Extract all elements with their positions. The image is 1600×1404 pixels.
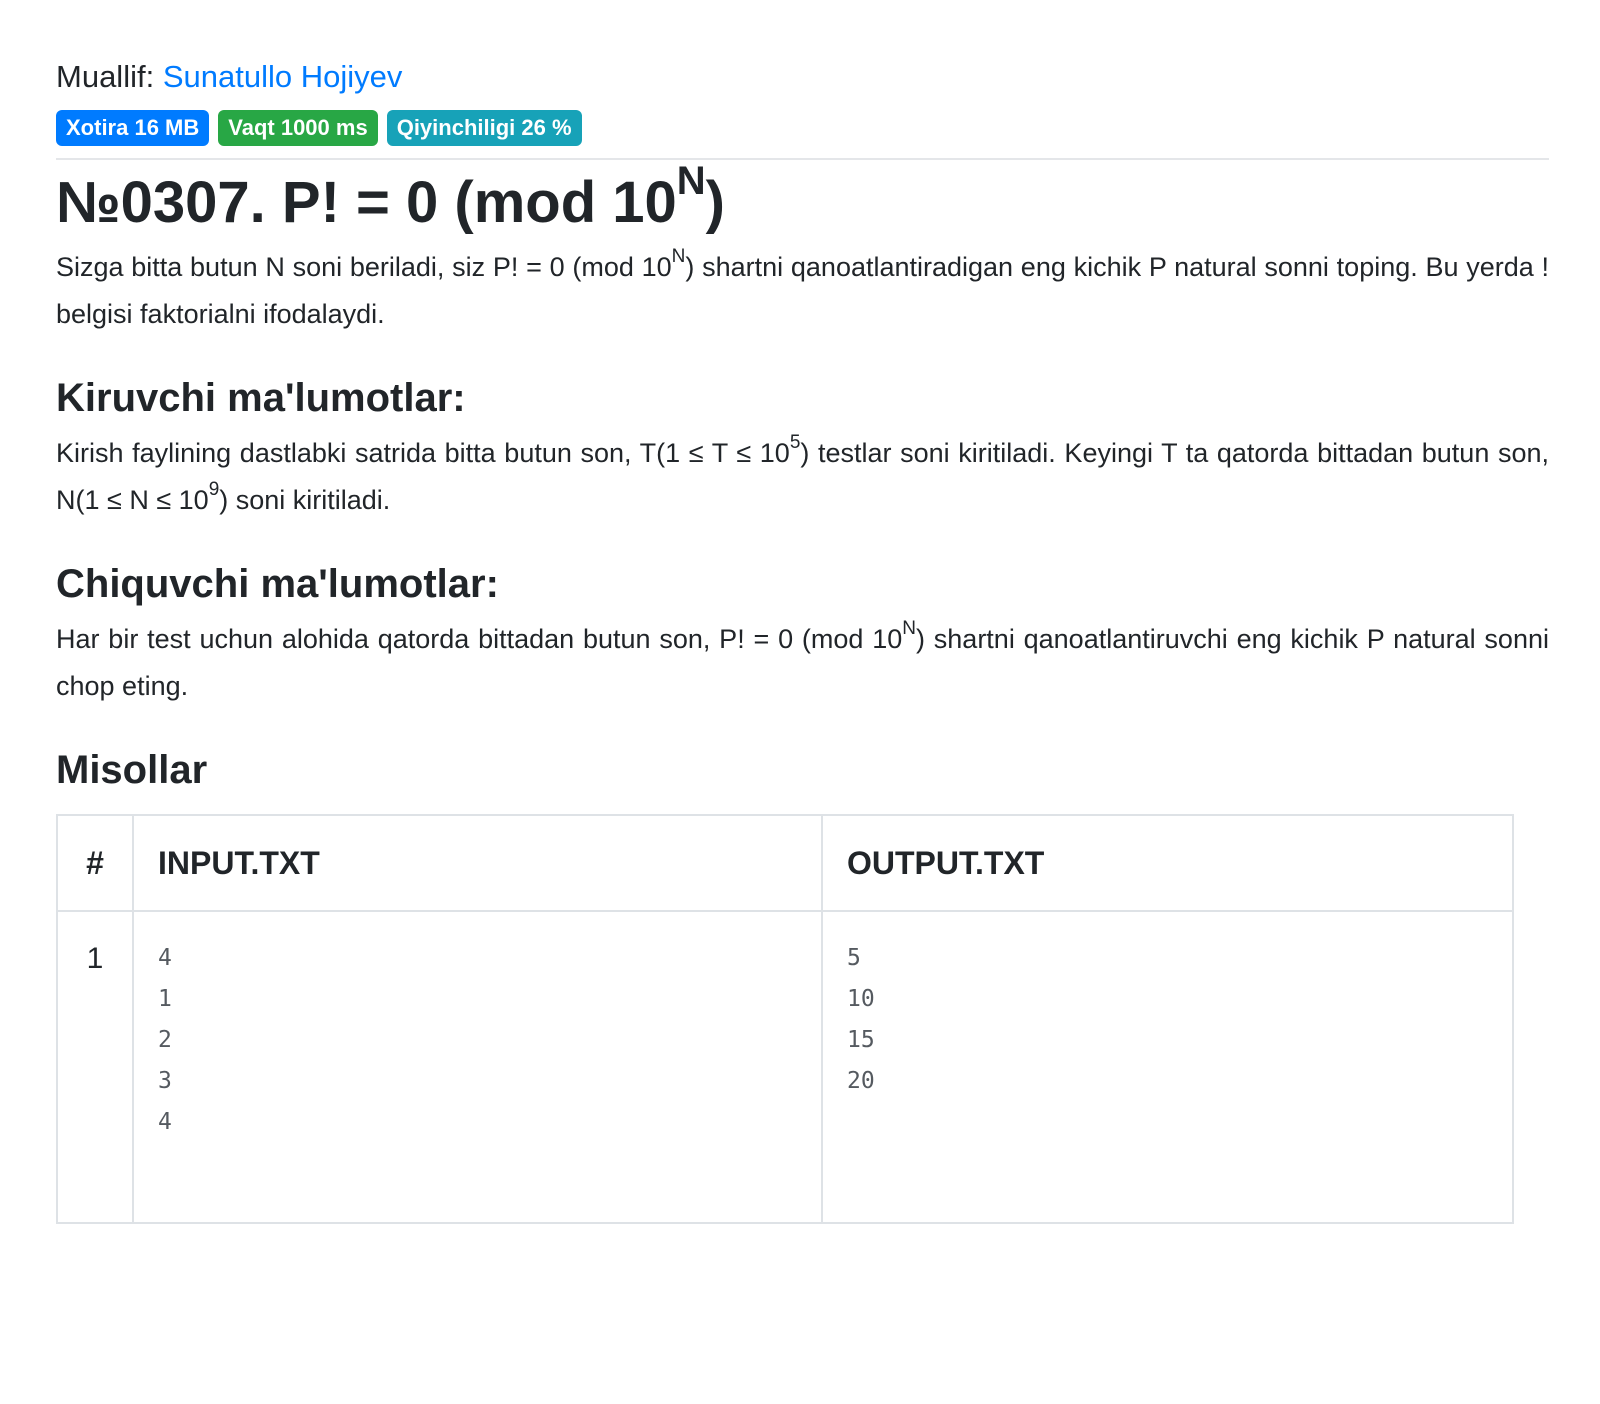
problem-title-close: ) xyxy=(705,170,725,235)
problem-page xyxy=(56,56,1549,1224)
statement-exponent: N xyxy=(671,246,686,267)
statement-part: Sizga bitta butun N soni beriladi, siz P! = 0 (mod 10 xyxy=(56,252,672,282)
badge-group xyxy=(56,110,1549,146)
examples-header-row xyxy=(57,815,1513,911)
input-description-part: Kirish faylining dastlabki satrida bitta butun son, T(1 ≤ T ≤ 10 xyxy=(56,438,790,468)
output-description xyxy=(56,616,1549,710)
memory-limit-badge: Xotira 16 MB xyxy=(56,110,209,146)
output-description-part: Har bir test uchun alohida qatorda bittadan butun son, P! = 0 (mod 10 xyxy=(56,624,903,654)
problem-statement xyxy=(56,244,1549,338)
problem-title-exponent: N xyxy=(676,158,706,203)
example-input: 4 1 2 3 4 xyxy=(158,945,172,1135)
statement-part: ) shartni qanoatlantiradigan eng kichik P natural sonni toping. Bu yerda ! belgisi faktorialni ifodalaydi. xyxy=(56,252,1550,329)
column-header-input: INPUT.TXT xyxy=(133,815,822,911)
examples-table xyxy=(56,814,1514,1224)
example-output-cell xyxy=(822,911,1513,1223)
author-link[interactable]: Sunatullo Hojiyev xyxy=(162,59,403,94)
author-label: Muallif: xyxy=(56,59,155,94)
input-exponent: 5 xyxy=(789,432,801,453)
input-exponent: 9 xyxy=(208,479,220,500)
example-number: 1 xyxy=(57,911,133,1223)
table-row xyxy=(57,911,1513,1223)
input-heading: Kiruvchi ma'lumotlar: xyxy=(56,376,466,420)
output-exponent: N xyxy=(902,618,916,639)
difficulty-badge: Qiyinchiligi 26 % xyxy=(387,110,582,146)
output-description-part: ) shartni qanoatlantiruvchi eng kichik P natural sonni chop eting. xyxy=(56,624,1549,701)
problem-title xyxy=(56,158,1549,238)
input-description xyxy=(56,430,1549,524)
example-output: 5 10 15 20 xyxy=(847,945,875,1094)
examples-heading: Misollar xyxy=(56,748,208,792)
column-header-output: OUTPUT.TXT xyxy=(822,815,1513,911)
output-heading: Chiquvchi ma'lumotlar: xyxy=(56,562,499,606)
column-header-num: # xyxy=(57,815,133,911)
author-line xyxy=(56,56,1549,98)
input-description-part: ) testlar soni kiritiladi. Keyingi T ta qatorda bittadan butun son, N(1 ≤ N ≤ 10 xyxy=(56,438,1549,515)
divider xyxy=(56,158,1549,160)
problem-title-main: №0307. P! = 0 (mod 10 xyxy=(56,170,677,235)
example-input-cell xyxy=(133,911,822,1223)
input-description-part: ) soni kiritiladi. xyxy=(219,485,391,515)
time-limit-badge: Vaqt 1000 ms xyxy=(218,110,377,146)
